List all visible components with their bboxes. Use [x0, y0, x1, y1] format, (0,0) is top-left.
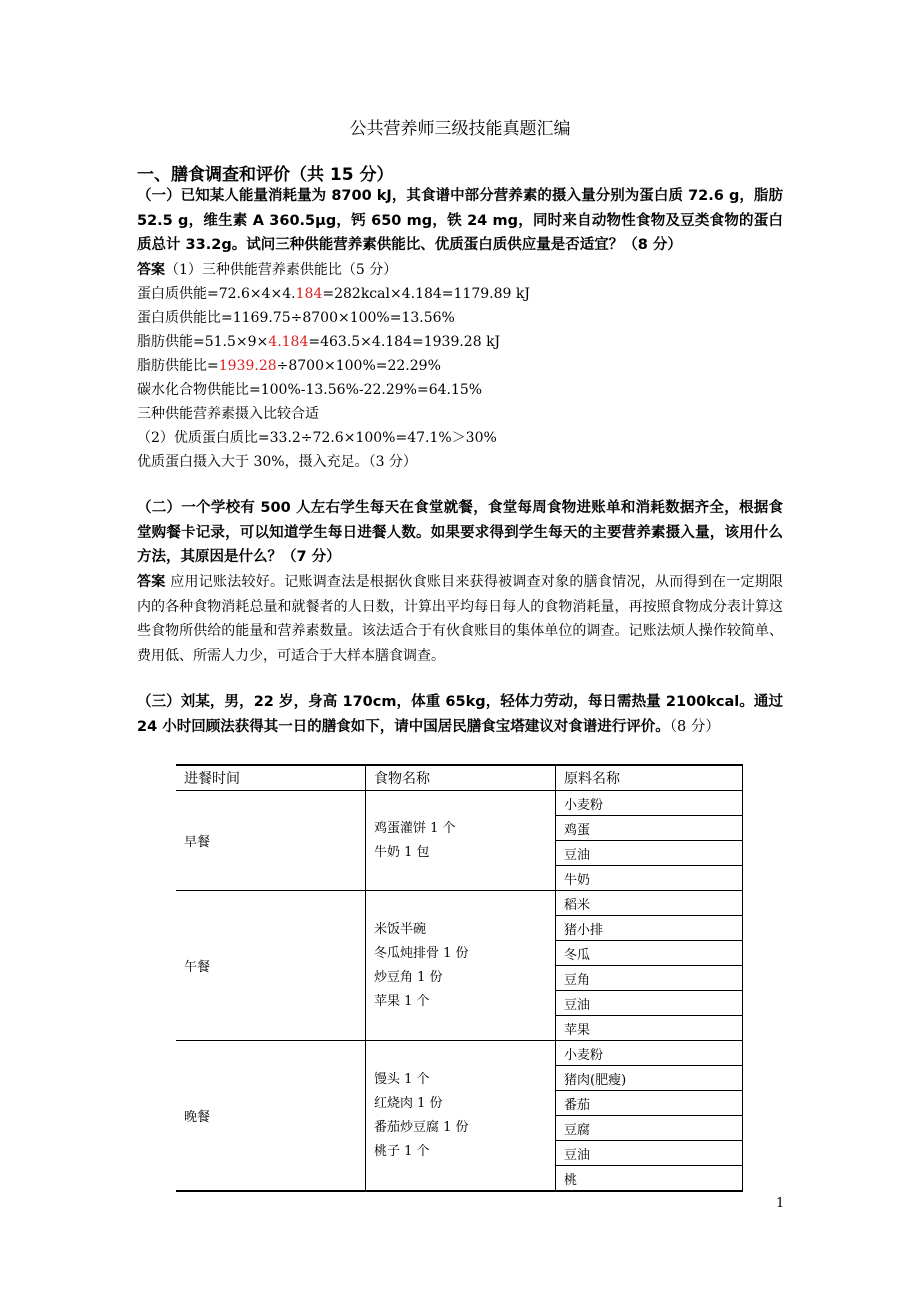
table-row: [176, 891, 743, 916]
answer-2-text: 应用记账法较好。记账调查法是根据伙食账目来获得被调查对象的膳食情况，从而得到在一定期限内的各种食物消耗总量和就餐者的人日数，计算出平均每日每人的食物消耗量，再按照食物成分表计算这些食物所供给的能量和营养素数量。该法适合于有伙食账目的集体单位的调查。记账法烦人操作较简单、费用低、所需人力少，可适合于大样本膳食调查。: [137, 574, 784, 664]
ingredient-cell: 苹果: [556, 1016, 743, 1041]
meal-time-cell: 晚餐: [176, 1041, 366, 1192]
calc-text: 蛋白质供能=72.6×4×4.: [137, 286, 296, 302]
ingredient-cell: 豆腐: [556, 1116, 743, 1141]
food-item: 米饭半碗: [374, 921, 427, 937]
food-item: 牛奶 1 包: [374, 844, 430, 860]
calc-line-7: （2）优质蛋白质比=33.2÷72.6×100%=47.1%＞30%: [137, 430, 497, 446]
question-2: （二）一个学校有 500 人左右学生每天在食堂就餐，食堂每周食物进账单和消耗数据齐全，根据食堂购餐卡记录，可以知道学生每日进餐人数。如果要求得到学生每天的主要营养素摄入量，该用什么方法，其原因是什么？（7 分）: [137, 500, 783, 565]
page-number: 1: [776, 1196, 785, 1211]
food-item: 桃子 1 个: [374, 1143, 430, 1159]
ingredient-cell: 豆油: [556, 1141, 743, 1166]
ingredient-cell: 冬瓜: [556, 941, 743, 966]
food-cell: [366, 891, 556, 1041]
question-1: （一）已知某人能量消耗量为 8700 kJ，其食谱中部分营养素的摄入量分别为蛋白质 72.6 g，脂肪 52.5 g，维生素 A 360.5μg，钙 650 mg，铁 24 mg，同时来自动物性食物及豆类食物的蛋白质总计 33.2g。试问三种供能营养素供能比、优质蛋白质供应量是否适宜？（8 分）: [137, 188, 783, 253]
calc-line-8: 优质蛋白摄入大于 30%，摄入充足。（3 分）: [137, 454, 417, 470]
ingredient-cell: 猪肉(肥瘦): [556, 1066, 743, 1091]
header-food-name: 食物名称: [366, 765, 556, 791]
food-cell: [366, 1041, 556, 1192]
calc-text: 脂肪供能=51.5×9×: [137, 334, 269, 350]
calc-line-4: [137, 356, 441, 376]
food-item: 苹果 1 个: [374, 993, 430, 1009]
food-item: 红烧肉 1 份: [374, 1095, 443, 1111]
meal-table: [176, 764, 743, 1192]
ingredient-cell: 鸡蛋: [556, 816, 743, 841]
calc-line-1: [137, 284, 530, 304]
calc-line-3: [137, 332, 500, 352]
ingredient-cell: 小麦粉: [556, 791, 743, 816]
answer-label: 答案: [137, 262, 165, 278]
food-item: 冬瓜炖排骨 1 份: [374, 945, 469, 961]
document-title: 公共营养师三级技能真题汇编: [349, 119, 571, 139]
calc-line-5: 碳水化合物供能比=100%-13.56%-22.29%=64.15%: [137, 382, 483, 398]
question-3: [137, 690, 783, 739]
question-3-score: （8 分）: [669, 718, 720, 735]
ingredient-cell: 猪小排: [556, 916, 743, 941]
ingredient-cell: 牛奶: [556, 866, 743, 891]
table-row: [176, 1041, 743, 1066]
table-header-row: [176, 765, 743, 791]
highlight-text: 1939.28: [218, 358, 277, 374]
ingredient-cell: 豆角: [556, 966, 743, 991]
calc-text: 脂肪供能比=: [137, 358, 219, 374]
food-item: 鸡蛋灌饼 1 个: [374, 820, 456, 836]
food-cell: [366, 791, 556, 891]
answer-2: [137, 570, 783, 668]
header-meal-time: 进餐时间: [176, 765, 366, 791]
header-ingredient-name: 原料名称: [556, 765, 743, 791]
ingredient-cell: 稻米: [556, 891, 743, 916]
calc-text: =282kcal×4.184=1179.89 kJ: [322, 286, 530, 302]
ingredient-cell: 豆油: [556, 841, 743, 866]
highlight-text: 4.184: [268, 334, 309, 350]
calc-line-2: 蛋白质供能比=1169.75÷8700×100%=13.56%: [137, 310, 455, 326]
answer-1-heading: [137, 260, 397, 280]
calc-text: ÷8700×100%=22.29%: [276, 358, 441, 374]
question-3-text: （三）刘某，男，22 岁，身高 170cm，体重 65kg，轻体力劳动，每日需热量 2100kcal。通过 24 小时回顾法获得其一日的膳食如下，请中国居民膳食宝塔建议对食谱进行评价。: [137, 694, 783, 735]
section-heading: 一、膳食调查和评价（共 15 分）: [137, 165, 394, 185]
food-item: 炒豆角 1 份: [374, 969, 443, 985]
meal-time-cell: 午餐: [176, 891, 366, 1041]
answer-1-subheading: （1）三种供能营养素供能比（5 分）: [165, 262, 398, 278]
food-item: 番茄炒豆腐 1 份: [374, 1119, 469, 1135]
ingredient-cell: 豆油: [556, 991, 743, 1016]
calc-line-6: 三种供能营养素摄入比较合适: [137, 406, 319, 422]
highlight-text: 184: [295, 286, 323, 302]
ingredient-cell: 桃: [556, 1166, 743, 1192]
calc-text: =463.5×4.184=1939.28 kJ: [308, 334, 501, 350]
meal-time-cell: 早餐: [176, 791, 366, 891]
ingredient-cell: 小麦粉: [556, 1041, 743, 1066]
food-item: 馒头 1 个: [374, 1071, 430, 1087]
table-row: [176, 791, 743, 816]
ingredient-cell: 番茄: [556, 1091, 743, 1116]
answer-label: 答案: [137, 574, 166, 590]
